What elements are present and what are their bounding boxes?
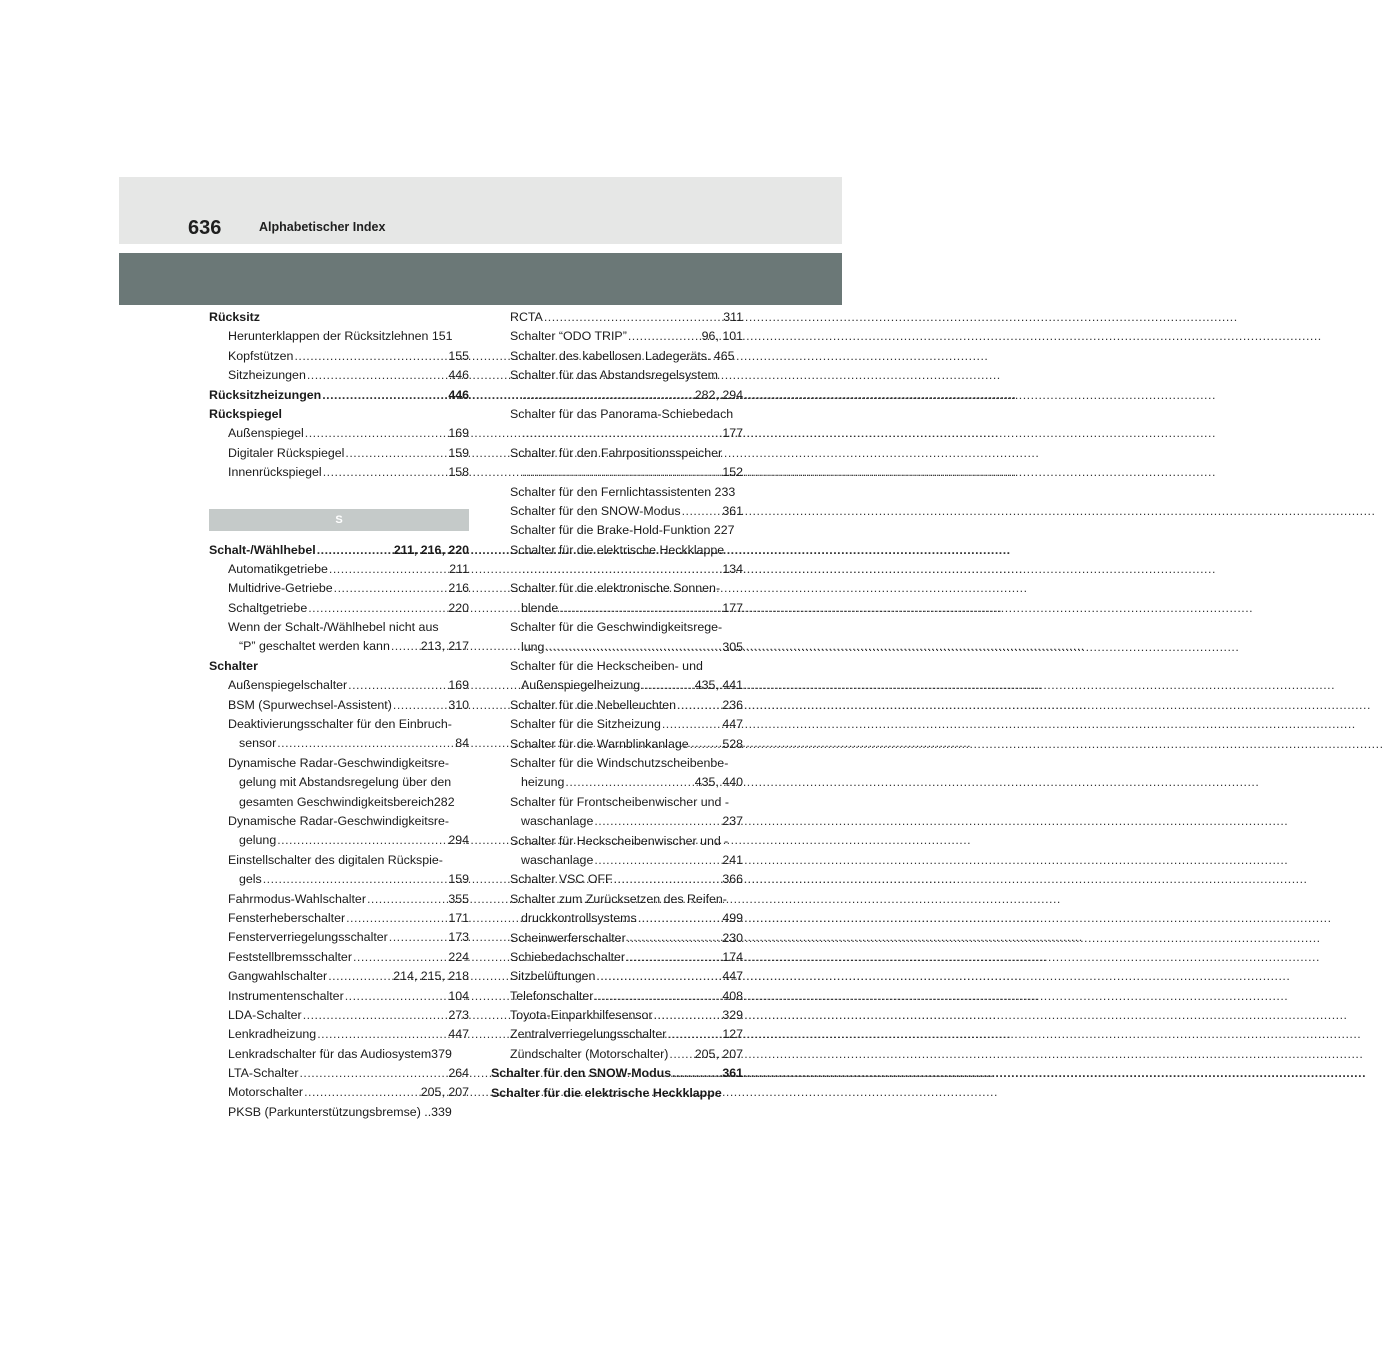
entry-text: Außenspiegelheizung — [521, 678, 641, 693]
page-reference: 446 — [448, 368, 469, 383]
entry-text: Fensterverriegelungsschalter — [228, 930, 388, 945]
index-entry — [209, 909, 469, 928]
page-reference: 159 — [448, 445, 469, 460]
entry-text: LDA-Schalter — [228, 1007, 302, 1022]
index-entry — [491, 967, 743, 986]
leader-dots — [308, 599, 447, 618]
leader-dots — [303, 1006, 448, 1025]
index-entry — [209, 831, 469, 850]
page-reference: 408 — [722, 988, 743, 1003]
entry-text: sensor — [239, 736, 277, 751]
index-entry — [209, 366, 469, 385]
page-reference: 216 — [448, 581, 469, 596]
entry-text: Außenspiegelschalter — [228, 678, 348, 693]
entry-text: heizung — [521, 775, 565, 790]
leader-dots — [596, 967, 721, 986]
index-entry — [491, 754, 743, 773]
index-entry — [491, 444, 743, 463]
entry-text: waschanlage — [521, 852, 594, 867]
entry-text: Schalter “ODO TRIP” — [510, 329, 627, 344]
page-reference: 169 — [448, 678, 469, 693]
index-entry — [209, 579, 469, 598]
index-entry — [209, 463, 469, 482]
page-reference: 435, 440 — [694, 775, 743, 790]
page-reference: 237 — [722, 814, 743, 829]
index-entry — [491, 1006, 743, 1025]
entry-text: Schalter zum Zurücksetzen des Reifen- — [510, 891, 727, 906]
leader-dots — [345, 987, 448, 1006]
index-entry — [491, 812, 743, 831]
leader-dots — [345, 444, 447, 463]
entry-text: Schalter für das Abstandsregelsystem — [510, 368, 718, 383]
index-entry — [209, 599, 469, 618]
page-reference: 230 — [722, 930, 743, 945]
leader-dots — [329, 560, 448, 579]
entry-text: Schalter für die Heckscheiben- und — [510, 659, 703, 674]
leader-dots — [305, 424, 448, 443]
leader-dots — [389, 928, 448, 947]
entry-text: Zentralverriegelungsschalter — [510, 1027, 667, 1042]
entry-text: Fahrmodus-Wahlschalter — [228, 891, 366, 906]
index-entry — [491, 1045, 743, 1064]
index-entry — [491, 657, 743, 676]
leader-dots — [328, 967, 392, 986]
entry-text: BSM (Spurwechsel-Assistent) — [228, 697, 392, 712]
index-entry — [209, 773, 469, 792]
index-entry — [491, 773, 743, 792]
leader-dots — [627, 929, 722, 948]
index-entry — [209, 715, 469, 734]
leader-dots — [304, 1083, 420, 1102]
page-reference: 273 — [448, 1007, 469, 1022]
entry-text: waschanlage — [521, 814, 594, 829]
page-reference: 264 — [448, 1066, 469, 1081]
entry-text: Gangwahlschalter — [228, 969, 328, 984]
entry-text: gelung — [239, 833, 277, 848]
index-heading — [491, 1084, 743, 1103]
leader-dots — [294, 347, 447, 366]
leader-dots — [277, 734, 454, 753]
index-entry — [491, 579, 743, 598]
entry-text: Lenkradschalter für das Audiosystem379 — [228, 1046, 452, 1061]
index-entry — [209, 793, 469, 812]
page-reference: 177 — [722, 600, 743, 615]
leader-dots — [299, 1064, 447, 1083]
index-entry — [491, 793, 743, 812]
entry-text: Schalter für den SNOW-Modus — [491, 1066, 672, 1081]
index-entry — [209, 1083, 469, 1102]
entry-text: Schalter für den Fahrpositionsspeicher — [510, 445, 723, 460]
page-reference: 447 — [448, 1027, 469, 1042]
entry-text: Schalter für die elektrische Heckklappe — [510, 542, 725, 557]
leader-dots — [594, 987, 721, 1006]
index-entry — [491, 638, 743, 657]
entry-text: Außenspiegel — [228, 426, 304, 441]
entry-text: Schalter des kabellosen Ladegeräts. 465 — [510, 348, 735, 363]
entry-text: Telefonschalter — [510, 988, 594, 1003]
leader-dots — [522, 386, 694, 405]
index-entry — [491, 599, 743, 618]
page-reference: 282, 294 — [694, 387, 743, 402]
entry-text: Dynamische Radar-Geschwindigkeitsre- — [228, 813, 450, 828]
index-heading — [209, 405, 469, 424]
entry-text: Schalter für das Panorama-Schiebedach — [510, 406, 734, 421]
index-entry — [491, 541, 743, 560]
entry-text: Schalter — [209, 658, 258, 673]
page-reference: 435, 441 — [694, 678, 743, 693]
page-reference: 169 — [448, 426, 469, 441]
entry-text: Deaktivierungsschalter für den Einbruch- — [228, 717, 452, 732]
page-reference: 236 — [722, 697, 743, 712]
entry-text: Motorschalter — [228, 1085, 304, 1100]
entry-text: Fensterheberschalter — [228, 910, 346, 925]
page-reference: 158 — [448, 465, 469, 480]
entry-text: Toyota-Einparkhilfesensor — [510, 1008, 653, 1023]
entry-text: Digitaler Rückspiegel — [228, 445, 345, 460]
leader-dots — [393, 696, 447, 715]
index-entry — [491, 424, 743, 443]
index-entry — [209, 347, 469, 366]
entry-text: LTA-Schalter — [228, 1066, 299, 1081]
leader-dots — [641, 676, 694, 695]
index-entry — [491, 832, 743, 851]
index-entry — [491, 366, 743, 385]
entry-text: Schalter für die Windschutzscheibenbe- — [510, 755, 729, 770]
index-entry — [491, 676, 743, 695]
entry-text: Schalter für die Sitzheizung — [510, 717, 661, 732]
index-entry — [491, 735, 743, 754]
entry-text: Herunterklappen der Rücksitzlehnen 151 — [228, 329, 453, 344]
leader-dots — [669, 1045, 693, 1064]
index-entry — [491, 405, 743, 424]
leader-dots — [677, 696, 721, 715]
page-reference: 152 — [722, 465, 743, 480]
leader-dots — [594, 851, 721, 870]
page-reference: 220 — [448, 600, 469, 615]
leader-dots — [690, 735, 722, 754]
index-entry — [209, 560, 469, 579]
index-entry — [209, 618, 469, 637]
page-reference: 499 — [722, 911, 743, 926]
index-entry — [491, 521, 743, 540]
page-reference: 155 — [448, 348, 469, 363]
page-reference: 366 — [722, 872, 743, 887]
index-entry — [209, 890, 469, 909]
letter-divider-s: S — [209, 509, 469, 531]
index-entry — [491, 308, 743, 327]
leader-dots — [614, 870, 722, 889]
leader-dots — [682, 502, 722, 521]
entry-text: Schalter VSC OFF — [510, 872, 613, 887]
index-entry — [209, 444, 469, 463]
leader-dots — [346, 909, 447, 928]
index-heading — [209, 386, 469, 405]
leader-dots — [628, 327, 701, 346]
entry-text: Rückspiegel — [209, 406, 282, 421]
entry-text: blende — [521, 600, 559, 615]
header-band — [119, 253, 842, 305]
leader-dots — [522, 463, 721, 482]
index-entry — [209, 967, 469, 986]
leader-dots — [594, 812, 721, 831]
index-entry — [491, 483, 743, 502]
page-reference: 211, 216, 220 — [393, 542, 469, 557]
entry-text: Feststellbremsschalter — [228, 949, 352, 964]
entry-text: Lenkradheizung — [228, 1027, 317, 1042]
page-reference: 159 — [448, 872, 469, 887]
page-reference: 447 — [722, 969, 743, 984]
index-entry — [491, 890, 743, 909]
index-entry — [209, 1103, 469, 1122]
entry-text: Instrumentenschalter — [228, 988, 344, 1003]
index-heading — [491, 1064, 743, 1083]
index-column-left — [209, 308, 469, 1122]
leader-dots — [559, 599, 721, 618]
page-reference: 127 — [722, 1027, 743, 1042]
leader-dots — [353, 948, 447, 967]
entry-text: Scheinwerferschalter — [510, 930, 626, 945]
index-entry — [209, 928, 469, 947]
leader-dots — [545, 638, 721, 657]
index-heading — [209, 308, 469, 327]
page-reference: 361 — [722, 503, 743, 518]
page-reference: 173 — [448, 930, 469, 945]
index-entry — [491, 909, 743, 928]
page-reference: 528 — [722, 736, 743, 751]
index-entry — [491, 347, 743, 366]
index-entry — [209, 696, 469, 715]
entry-text: Schalter für die Nebelleuchten — [510, 697, 676, 712]
page-reference: 311 — [723, 310, 743, 324]
index-entry — [491, 929, 743, 948]
entry-text: Schalter für den Fernlichtassistenten 233 — [510, 484, 736, 499]
entry-text: lung — [521, 639, 545, 654]
page-reference: 134 — [722, 562, 743, 577]
entry-text: Rücksitz — [209, 310, 260, 324]
entry-text: “P” geschaltet werden kann — [239, 639, 390, 654]
entry-text: Schalter für den SNOW-Modus — [510, 503, 681, 518]
page-reference: 224 — [448, 949, 469, 964]
index-entry — [491, 1025, 743, 1044]
page-reference: 96, 101 — [701, 329, 743, 344]
index-entry — [491, 560, 743, 579]
leader-dots — [334, 579, 448, 598]
index-entry — [209, 1064, 469, 1083]
page-reference: 294 — [448, 833, 469, 848]
entry-text: Innenrückspiegel — [228, 465, 322, 480]
leader-dots — [522, 424, 721, 443]
leader-dots — [565, 773, 693, 792]
leader-dots — [263, 870, 448, 889]
index-entry — [209, 424, 469, 443]
index-entry — [491, 987, 743, 1006]
leader-dots — [277, 831, 447, 850]
index-entry — [209, 948, 469, 967]
entry-text: Automatikgetriebe — [228, 561, 328, 576]
leader-dots — [626, 948, 721, 967]
page-reference: 171 — [448, 910, 469, 925]
entry-text: Schalter für die Brake-Hold-Funktion 227 — [510, 523, 735, 538]
page-reference: 84 — [455, 736, 469, 751]
leader-dots — [391, 637, 420, 656]
entry-text: Schalter für Heckscheibenwischer und - — [510, 833, 729, 848]
section-title: Alphabetischer Index — [259, 220, 386, 234]
index-group-r — [209, 308, 469, 483]
leader-dots — [348, 676, 447, 695]
index-entry — [491, 870, 743, 889]
page-reference: 214, 215, 218 — [393, 969, 469, 984]
leader-dots — [367, 890, 447, 909]
index-entry — [209, 754, 469, 773]
page-reference: 174 — [722, 949, 743, 964]
index-entry — [209, 676, 469, 695]
entry-text: Schiebedachschalter — [510, 949, 626, 964]
page-reference: 205, 207 — [694, 1046, 743, 1061]
index-entry — [491, 696, 743, 715]
index-entry — [209, 734, 469, 753]
entry-text: PKSB (Parkunterstützungsbremse) ..339 — [228, 1104, 452, 1119]
entry-text: gels — [239, 872, 262, 887]
index-entry — [491, 948, 743, 967]
index-entry — [209, 987, 469, 1006]
index-entry — [491, 386, 743, 405]
leader-dots — [522, 560, 721, 579]
page-reference: 205, 207 — [420, 1085, 469, 1100]
page-reference: 177 — [722, 426, 743, 441]
header-bar — [119, 177, 842, 244]
entry-text: Einstellschalter des digitalen Rückspie- — [228, 852, 443, 867]
leader-dots — [662, 715, 721, 734]
entry-text: Schaltgetriebe — [228, 600, 308, 615]
leader-dots — [667, 1025, 721, 1044]
leader-dots — [638, 909, 722, 928]
entry-text: Wenn der Schalt-/Wählhebel nicht aus — [228, 620, 439, 635]
leader-dots — [323, 463, 448, 482]
leader-dots — [317, 541, 393, 560]
index-entry — [209, 1045, 469, 1064]
entry-text: RCTA — [510, 310, 543, 324]
page-reference: 310 — [448, 697, 469, 712]
entry-text: Zündschalter (Motorschalter) — [510, 1046, 669, 1061]
page-reference: 447 — [722, 717, 743, 732]
leader-dots — [544, 308, 722, 327]
entry-text: Kopfstützen — [228, 348, 294, 363]
index-entry — [491, 327, 743, 346]
index-entry — [491, 618, 743, 637]
page-reference: 446 — [448, 387, 469, 402]
index-entry — [209, 851, 469, 870]
page-number: 636 — [188, 217, 222, 239]
index-heading — [209, 541, 469, 560]
index-entry — [491, 715, 743, 734]
index-entry — [491, 502, 743, 521]
leader-dots — [654, 1006, 722, 1025]
index-entry — [209, 637, 469, 656]
index-entry — [209, 1006, 469, 1025]
page-reference: 329 — [722, 1008, 743, 1023]
page-reference: 213, 217 — [420, 639, 469, 654]
page-reference: 305 — [722, 639, 743, 654]
entry-text: gelung mit Abstandsregelung über den — [239, 775, 452, 790]
entry-text: Rücksitzheizungen — [209, 387, 322, 402]
page-reference: 241 — [722, 852, 743, 867]
page-reference: 104 — [448, 988, 469, 1003]
entry-text: Dynamische Radar-Geschwindigkeitsre- — [228, 755, 450, 770]
entry-text: Schalter für die elektrische Heckklappe — [491, 1085, 722, 1100]
index-entry — [491, 851, 743, 870]
leader-dots — [317, 1025, 447, 1044]
entry-text: Sitzheizungen — [228, 368, 306, 383]
entry-text: Schalter für die elektronische Sonnen- — [510, 581, 721, 596]
page-reference: 211 — [449, 561, 469, 576]
page-reference: 361 — [722, 1066, 743, 1081]
index-entry — [209, 327, 469, 346]
entry-text: Sitzbelüftungen — [510, 969, 596, 984]
index-entry — [209, 870, 469, 889]
entry-text: Schalter für Frontscheibenwischer und - — [510, 794, 730, 809]
entry-text: Schalt-/Wählhebel — [209, 542, 316, 557]
leader-dots — [307, 366, 447, 385]
index-entry — [209, 1025, 469, 1044]
index-entry — [209, 812, 469, 831]
index-column-right — [491, 308, 743, 1103]
index-entry — [491, 463, 743, 482]
entry-text: Schalter für die Warnblinkanlage — [510, 736, 689, 751]
index-group-s — [209, 541, 469, 1123]
entry-text: druckkontrollsystems — [521, 911, 637, 926]
page-reference: 355 — [448, 891, 469, 906]
index-heading — [209, 657, 469, 676]
leader-dots — [322, 386, 447, 405]
entry-text: Multidrive-Getriebe — [228, 581, 333, 596]
entry-text: Schalter für die Geschwindigkeitsrege- — [510, 620, 723, 635]
leader-dots — [672, 1064, 721, 1083]
entry-text: gesamten Geschwindigkeitsbereich282 — [239, 794, 455, 809]
